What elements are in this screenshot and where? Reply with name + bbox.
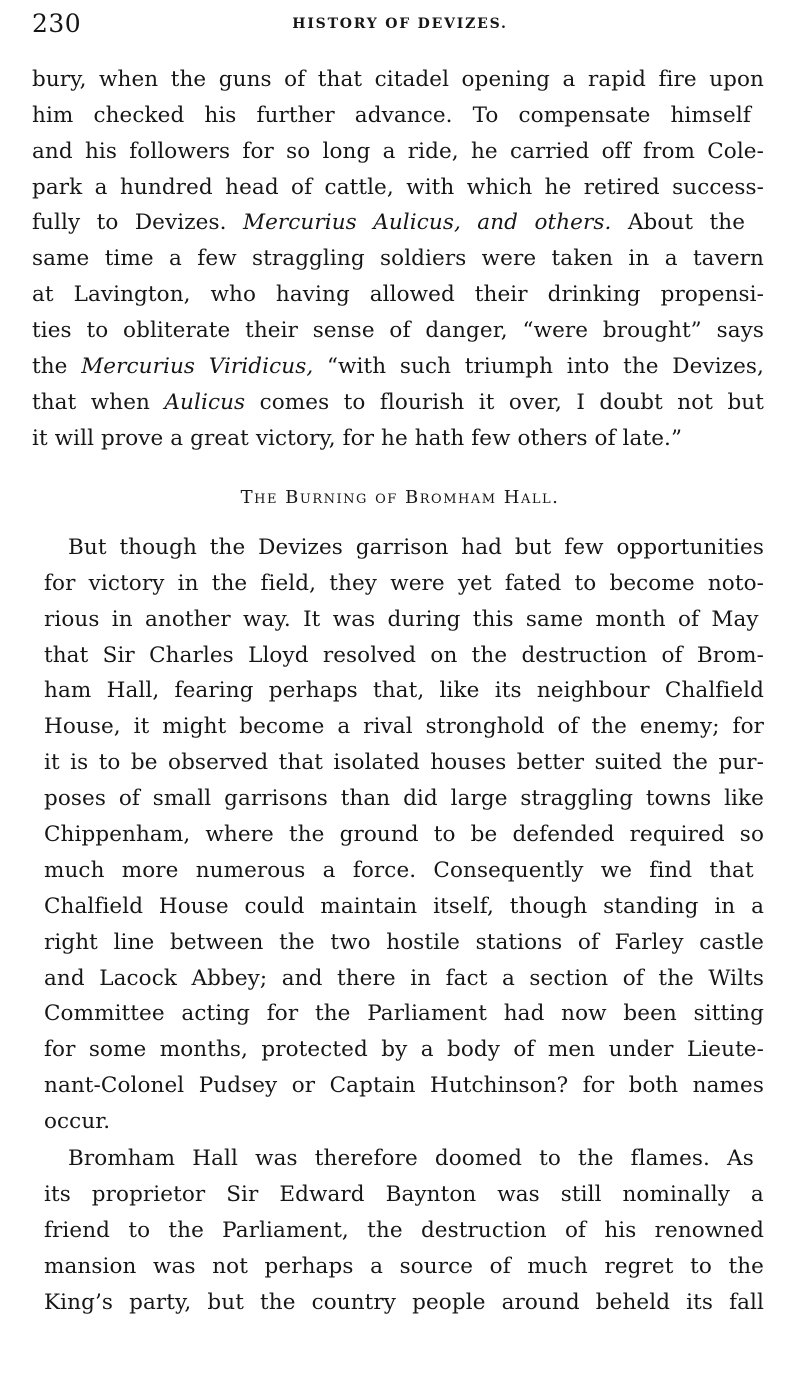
paragraph2-line-7: it is to be observed that isolated houses better suited the pur- <box>44 750 764 775</box>
paragraph2-line-11: Chalfield House could maintain itself, though standing in a <box>44 894 764 919</box>
paragraph2-line-16: nant-Colonel Pudsey or Captain Hutchinson? for both names <box>44 1073 764 1098</box>
paragraph2-line-3: rious in another way. It was during this same month of May <box>44 607 759 632</box>
paragraph1-line-4: park a hundred head of cattle, with which he retired success- <box>32 175 764 200</box>
paragraph1-line-1: bury, when the guns of that citadel opening a rapid fire upon <box>32 67 764 92</box>
paragraph1-line-3: and his followers for so long a ride, he carried off from Cole- <box>32 139 764 164</box>
section-heading: The Burning of Bromham Hall. <box>240 487 560 508</box>
citation-mercurius-aulicus: Mercurius Aulicus, and others. <box>242 210 612 235</box>
paragraph3-line-2: its proprietor Sir Edward Baynton was still nominally a <box>44 1182 764 1207</box>
citation-aulicus: Aulicus <box>164 390 246 415</box>
paragraph1-line-5: fully to Devizes. Mercurius Aulicus, and others. About the <box>32 210 746 235</box>
paragraph1-line-9: the Mercurius Viridicus, “with such triumph into the Devizes, <box>32 354 764 379</box>
page-header <box>32 6 768 42</box>
paragraph2-line-1: But though the Devizes garrison had but few opportunities <box>68 535 764 560</box>
paragraph3-line-3: friend to the Parliament, the destruction of his renowned <box>44 1218 764 1243</box>
paragraph2-line-4: that Sir Charles Lloyd resolved on the destruction of Brom- <box>44 643 764 668</box>
paragraph3-line-1: Bromham Hall was therefore doomed to the flames. As <box>68 1146 754 1171</box>
paragraph2-line-9: Chippenham, where the ground to be defended required so <box>44 822 764 847</box>
paragraph2-line-5: ham Hall, fearing perhaps that, like its neighbour Chalfield <box>44 678 764 703</box>
paragraph2-line-2: for victory in the field, they were yet fated to become noto- <box>44 571 764 596</box>
paragraph1-line-7: at Lavington, who having allowed their drinking propensi- <box>32 282 764 307</box>
paragraph1-line-8: ties to obliterate their sense of danger, “were brought” says <box>32 318 764 343</box>
paragraph2-line-8: poses of small garrisons than did large straggling towns like <box>44 786 764 811</box>
paragraph2-line-10: much more numerous a force. Consequently we find that <box>44 858 754 883</box>
paragraph2-line-15: for some months, protected by a body of men under Lieute- <box>44 1037 764 1062</box>
paragraph2-line-6: House, it might become a rival stronghold of the enemy; for <box>44 714 764 739</box>
paragraph1-line-11: it will prove a great victory, for he hath few others of late.” <box>32 426 683 451</box>
paragraph1-line-10: that when Aulicus comes to flourish it over, I doubt not but <box>32 390 764 415</box>
running-head: HISTORY OF DEVIZES. <box>292 16 508 32</box>
paragraph2-line-17: occur. <box>44 1109 111 1134</box>
paragraph3-line-5: King’s party, but the country people around beheld its fall <box>44 1290 764 1315</box>
paragraph2-line-13: and Lacock Abbey; and there in fact a section of the Wilts <box>44 966 764 991</box>
paragraph1-line-2: him checked his further advance. To compensate himself <box>32 103 751 128</box>
paragraph1-line-6: same time a few straggling soldiers were taken in a tavern <box>32 246 764 271</box>
citation-mercurius-viridicus: Mercurius Viridicus, <box>81 354 314 379</box>
paragraph2-line-12: right line between the two hostile stations of Farley castle <box>44 930 764 955</box>
paragraph3-line-4: mansion was not perhaps a source of much regret to the <box>44 1254 764 1279</box>
page-number: 230 <box>32 9 82 38</box>
paragraph2-line-14: Committee acting for the Parliament had now been sitting <box>44 1001 764 1026</box>
